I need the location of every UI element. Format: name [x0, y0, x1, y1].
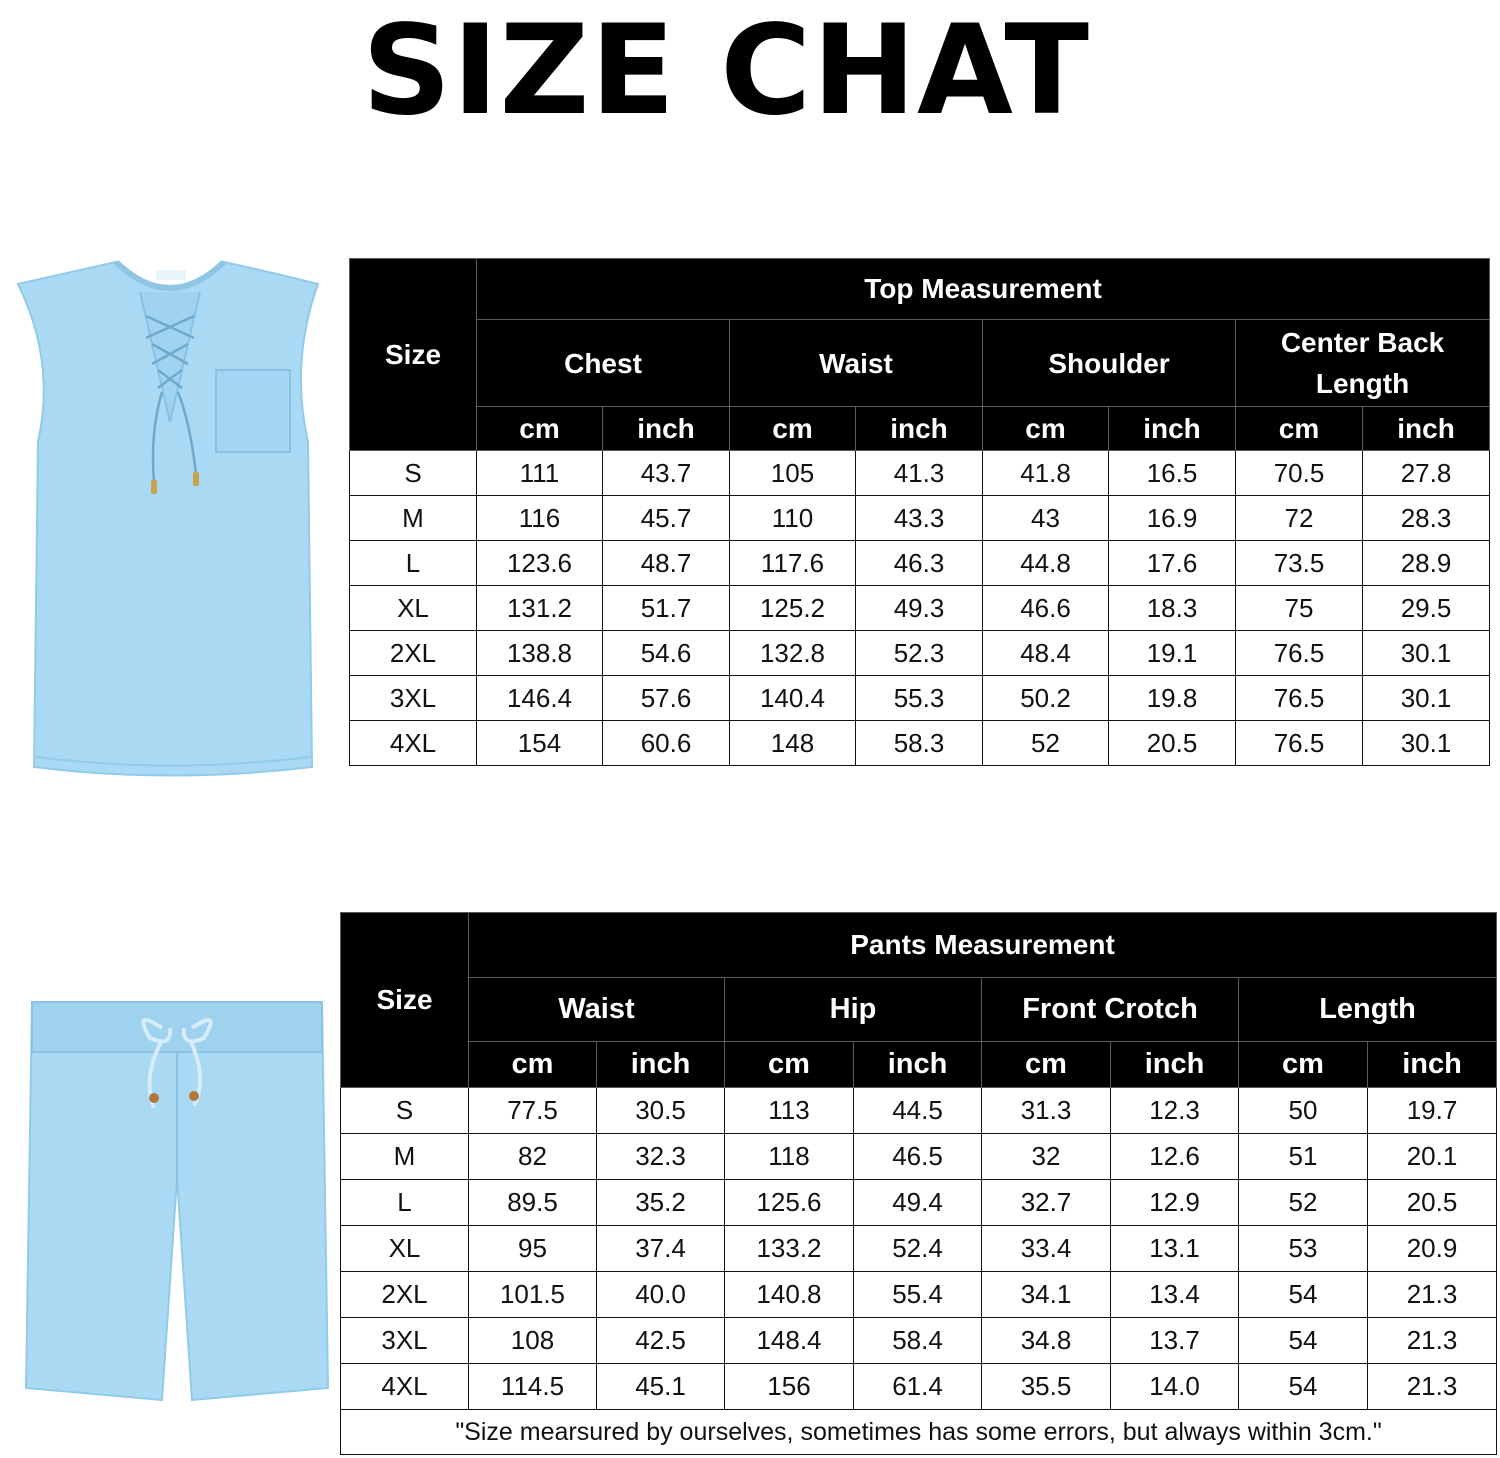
value-cell: 30.1	[1363, 676, 1490, 721]
table-row	[341, 1180, 1497, 1226]
value-cell: 49.3	[856, 586, 983, 631]
value-cell: 13.1	[1111, 1226, 1239, 1272]
value-cell: 19.7	[1368, 1088, 1497, 1134]
value-cell: 58.4	[854, 1318, 982, 1364]
unit-header: inch	[854, 1042, 982, 1088]
value-cell: 55.4	[854, 1272, 982, 1318]
tank-top-image	[12, 252, 328, 780]
value-cell: 111	[477, 451, 603, 496]
value-cell: 50	[1239, 1088, 1368, 1134]
value-cell: 154	[477, 721, 603, 766]
value-cell: 60.6	[603, 721, 730, 766]
value-cell: 148.4	[725, 1318, 854, 1364]
value-cell: 18.3	[1109, 586, 1236, 631]
value-cell: 133.2	[725, 1226, 854, 1272]
value-cell: 57.6	[603, 676, 730, 721]
unit-header: cm	[982, 1042, 1111, 1088]
table-row	[341, 1364, 1497, 1410]
group-header: Chest	[477, 320, 730, 407]
value-cell: 34.8	[982, 1318, 1111, 1364]
value-cell: 61.4	[854, 1364, 982, 1410]
value-cell: 21.3	[1368, 1272, 1497, 1318]
value-cell: 30.1	[1363, 721, 1490, 766]
size-header: Size	[350, 259, 477, 451]
group-header: Waist	[730, 320, 983, 407]
value-cell: 19.1	[1109, 631, 1236, 676]
table-row	[341, 1134, 1497, 1180]
value-cell: 95	[469, 1226, 597, 1272]
value-cell: 43.3	[856, 496, 983, 541]
table-row	[341, 1318, 1497, 1364]
unit-header: cm	[1239, 1042, 1368, 1088]
value-cell: 114.5	[469, 1364, 597, 1410]
value-cell: 49.4	[854, 1180, 982, 1226]
unit-row	[341, 1042, 1497, 1088]
table-row	[350, 451, 1490, 496]
value-cell: 101.5	[469, 1272, 597, 1318]
shorts-image	[22, 988, 332, 1413]
value-cell: 52.3	[856, 631, 983, 676]
value-cell: 123.6	[477, 541, 603, 586]
value-cell: 77.5	[469, 1088, 597, 1134]
unit-header: cm	[1236, 407, 1363, 451]
value-cell: 13.4	[1111, 1272, 1239, 1318]
value-cell: 51.7	[603, 586, 730, 631]
unit-header: cm	[469, 1042, 597, 1088]
value-cell: 54	[1239, 1272, 1368, 1318]
size-cell: 2XL	[350, 631, 477, 676]
value-cell: 105	[730, 451, 856, 496]
value-cell: 76.5	[1236, 721, 1363, 766]
value-cell: 44.8	[983, 541, 1109, 586]
size-cell: XL	[350, 586, 477, 631]
unit-header: inch	[856, 407, 983, 451]
top-table-title: Top Measurement	[477, 259, 1490, 320]
value-cell: 125.2	[730, 586, 856, 631]
unit-header: cm	[477, 407, 603, 451]
value-cell: 45.7	[603, 496, 730, 541]
unit-header: inch	[1111, 1042, 1239, 1088]
value-cell: 52	[983, 721, 1109, 766]
table-row	[341, 1088, 1497, 1134]
value-cell: 28.9	[1363, 541, 1490, 586]
value-cell: 13.7	[1111, 1318, 1239, 1364]
value-cell: 34.1	[982, 1272, 1111, 1318]
value-cell: 35.2	[597, 1180, 725, 1226]
value-cell: 58.3	[856, 721, 983, 766]
value-cell: 28.3	[1363, 496, 1490, 541]
value-cell: 20.9	[1368, 1226, 1497, 1272]
value-cell: 30.1	[1363, 631, 1490, 676]
value-cell: 30.5	[597, 1088, 725, 1134]
value-cell: 76.5	[1236, 631, 1363, 676]
value-cell: 76.5	[1236, 676, 1363, 721]
value-cell: 48.7	[603, 541, 730, 586]
value-cell: 54	[1239, 1318, 1368, 1364]
value-cell: 75	[1236, 586, 1363, 631]
value-cell: 14.0	[1111, 1364, 1239, 1410]
unit-header: inch	[603, 407, 730, 451]
value-cell: 48.4	[983, 631, 1109, 676]
measurement-note: "Size mearsured by ourselves, sometimes has some errors, but always within 3cm."	[341, 1410, 1497, 1455]
value-cell: 16.9	[1109, 496, 1236, 541]
unit-header: inch	[1363, 407, 1490, 451]
unit-header: cm	[725, 1042, 854, 1088]
value-cell: 32.3	[597, 1134, 725, 1180]
unit-header: inch	[1368, 1042, 1497, 1088]
value-cell: 131.2	[477, 586, 603, 631]
value-cell: 54	[1239, 1364, 1368, 1410]
size-cell: 3XL	[341, 1318, 469, 1364]
value-cell: 140.4	[730, 676, 856, 721]
value-cell: 55.3	[856, 676, 983, 721]
value-cell: 146.4	[477, 676, 603, 721]
value-cell: 41.8	[983, 451, 1109, 496]
value-cell: 19.8	[1109, 676, 1236, 721]
value-cell: 32.7	[982, 1180, 1111, 1226]
top-measurement-table	[349, 258, 1490, 766]
value-cell: 17.6	[1109, 541, 1236, 586]
value-cell: 44.5	[854, 1088, 982, 1134]
value-cell: 31.3	[982, 1088, 1111, 1134]
size-cell: S	[341, 1088, 469, 1134]
value-cell: 110	[730, 496, 856, 541]
size-cell: L	[350, 541, 477, 586]
value-cell: 46.6	[983, 586, 1109, 631]
value-cell: 50.2	[983, 676, 1109, 721]
size-cell: M	[350, 496, 477, 541]
value-cell: 20.5	[1109, 721, 1236, 766]
pants-table-title: Pants Measurement	[469, 913, 1497, 978]
value-cell: 42.5	[597, 1318, 725, 1364]
value-cell: 46.3	[856, 541, 983, 586]
value-cell: 54.6	[603, 631, 730, 676]
table-row	[341, 1272, 1497, 1318]
value-cell: 89.5	[469, 1180, 597, 1226]
unit-header: inch	[597, 1042, 725, 1088]
value-cell: 41.3	[856, 451, 983, 496]
value-cell: 43	[983, 496, 1109, 541]
size-cell: L	[341, 1180, 469, 1226]
value-cell: 32	[982, 1134, 1111, 1180]
value-cell: 12.9	[1111, 1180, 1239, 1226]
size-cell: 2XL	[341, 1272, 469, 1318]
value-cell: 108	[469, 1318, 597, 1364]
value-cell: 12.3	[1111, 1088, 1239, 1134]
value-cell: 156	[725, 1364, 854, 1410]
table-row	[350, 676, 1490, 721]
value-cell: 140.8	[725, 1272, 854, 1318]
value-cell: 29.5	[1363, 586, 1490, 631]
value-cell: 51	[1239, 1134, 1368, 1180]
value-cell: 43.7	[603, 451, 730, 496]
size-cell: 4XL	[341, 1364, 469, 1410]
unit-row	[350, 407, 1490, 451]
value-cell: 138.8	[477, 631, 603, 676]
table-row	[350, 586, 1490, 631]
value-cell: 27.8	[1363, 451, 1490, 496]
waistband	[32, 1002, 322, 1052]
size-header: Size	[341, 913, 469, 1088]
value-cell: 117.6	[730, 541, 856, 586]
size-cell: 4XL	[350, 721, 477, 766]
size-cell: S	[350, 451, 477, 496]
value-cell: 21.3	[1368, 1318, 1497, 1364]
value-cell: 72	[1236, 496, 1363, 541]
size-cell: 3XL	[350, 676, 477, 721]
chest-pocket	[216, 370, 290, 452]
table-row	[341, 1226, 1497, 1272]
brand-label	[156, 270, 186, 280]
value-cell: 37.4	[597, 1226, 725, 1272]
group-header: Front Crotch	[982, 978, 1239, 1042]
value-cell: 46.5	[854, 1134, 982, 1180]
value-cell: 70.5	[1236, 451, 1363, 496]
group-header: Center Back Length	[1236, 320, 1490, 407]
value-cell: 73.5	[1236, 541, 1363, 586]
value-cell: 132.8	[730, 631, 856, 676]
size-cell: M	[341, 1134, 469, 1180]
value-cell: 12.6	[1111, 1134, 1239, 1180]
table-row	[350, 631, 1490, 676]
value-cell: 16.5	[1109, 451, 1236, 496]
value-cell: 21.3	[1368, 1364, 1497, 1410]
pants-measurement-table	[340, 912, 1497, 1455]
unit-header: cm	[983, 407, 1109, 451]
value-cell: 125.6	[725, 1180, 854, 1226]
value-cell: 20.1	[1368, 1134, 1497, 1180]
value-cell: 52.4	[854, 1226, 982, 1272]
table-row	[350, 496, 1490, 541]
value-cell: 82	[469, 1134, 597, 1180]
value-cell: 35.5	[982, 1364, 1111, 1410]
value-cell: 148	[730, 721, 856, 766]
value-cell: 113	[725, 1088, 854, 1134]
value-cell: 33.4	[982, 1226, 1111, 1272]
value-cell: 52	[1239, 1180, 1368, 1226]
table-row	[350, 721, 1490, 766]
unit-header: inch	[1109, 407, 1236, 451]
value-cell: 40.0	[597, 1272, 725, 1318]
value-cell: 118	[725, 1134, 854, 1180]
group-header: Hip	[725, 978, 982, 1042]
value-cell: 45.1	[597, 1364, 725, 1410]
group-header: Waist	[469, 978, 725, 1042]
group-header: Length	[1239, 978, 1497, 1042]
value-cell: 20.5	[1368, 1180, 1497, 1226]
page-title: SIZE CHAT	[362, 0, 1090, 143]
value-cell: 53	[1239, 1226, 1368, 1272]
size-cell: XL	[341, 1226, 469, 1272]
group-header: Shoulder	[983, 320, 1236, 407]
value-cell: 116	[477, 496, 603, 541]
table-row	[350, 541, 1490, 586]
unit-header: cm	[730, 407, 856, 451]
